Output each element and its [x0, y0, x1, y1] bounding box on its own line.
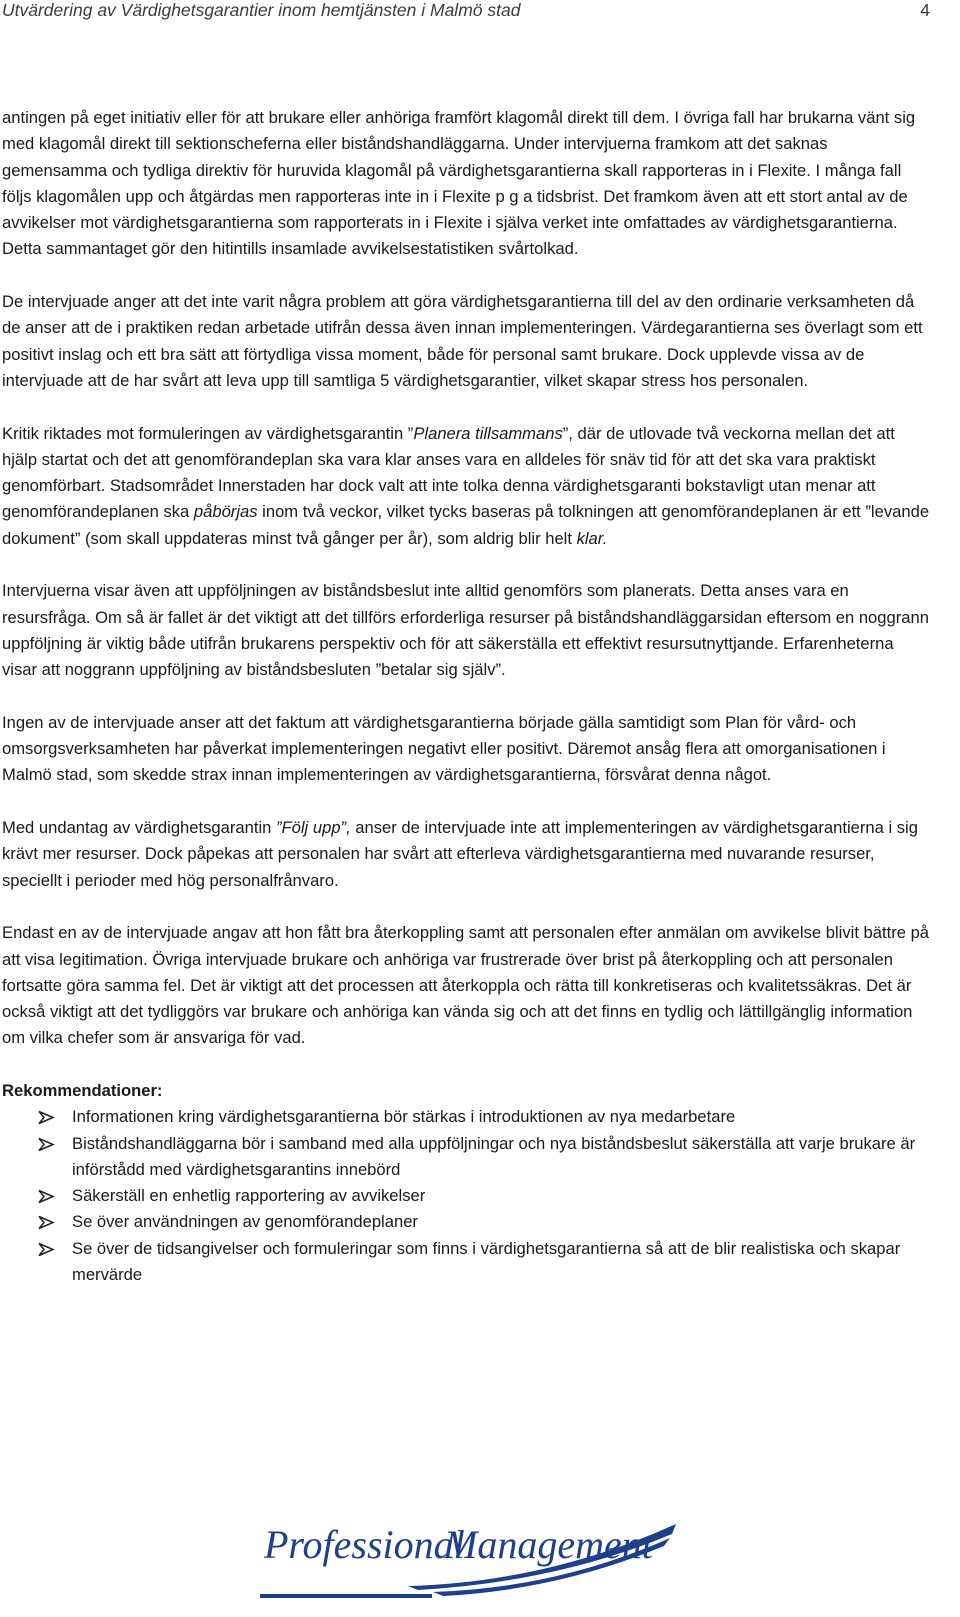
- page-header: [2, 0, 930, 26]
- recommendations-list: [2, 1104, 930, 1288]
- list-item: [2, 1236, 930, 1289]
- list-item-text: Biståndshandläggarna bör i samband med alla uppföljningar och nya biståndsbeslut säkerställa att varje brukare är införstådd med värdighetsgarantins innebörd: [72, 1133, 916, 1179]
- emphasis-text: ”Följ upp”,: [275, 818, 351, 838]
- page-number: 4: [920, 0, 930, 20]
- paragraph-complaints: antingen på eget initiativ eller för att brukare eller anhöriga framfört klagomål direkt till dem. I övriga fall har brukarna vänt sig med klagomål direkt till sektionscheferna eller biståndshandläggarna. Under intervjuerna framkom att det saknas gemensamma och tydliga direktiv för huruvida klagomål på värdighetsgarantierna skall rapporteras in i Flexite. I många fall följs klagomålen upp och åtgärdas men rapporteras inte in i Flexite p g a tidsbrist. Det framkom även att ett stort antal av de avvikelser mot värdighetsgarantierna som rapporterats in i Flexite i själva verket inte omfattades av värdighetsgarantierna. Detta sammantaget gör den hitintills insamlade avvikelsestatistiken svårtolkad.: [2, 108, 916, 259]
- emphasis-text: klar.: [576, 528, 608, 548]
- list-item-text: Se över de tidsangivelser och formuleringar som finns i värdighetsgarantierna så att de blir realistiska och skapar mervärde: [72, 1238, 901, 1285]
- arrow-bullet-icon: [38, 1242, 55, 1257]
- paragraph-resources: [2, 815, 930, 894]
- recommendations-heading: Rekommendationer:: [2, 1080, 163, 1100]
- list-item: [2, 1209, 930, 1235]
- list-item-text: Säkerställ en enhetlig rapportering av avvikelser: [72, 1186, 426, 1206]
- arrow-bullet-icon: [38, 1137, 55, 1152]
- logo-word-professional: Professional: [264, 1522, 465, 1567]
- logo-word-management: Management: [444, 1522, 653, 1567]
- paragraph-implementation: De intervjuade anger att det inte varit några problem att göra värdighetsgarantierna till del av den ordinarie verksamheten då de anser att de i praktiken redan arbetade utifrån dessa även innan implementeringen. Värdegarantierna ses överlagt som ett positivt inslag och ett bra sätt att förtydliga vissa moment, både för personal samt brukare. Dock upplevde vissa av de intervjuade att de har svårt att leva upp till samtliga 5 värdighetsgarantier, vilket skapar stress hos personalen.: [2, 292, 923, 390]
- paragraph-feedback: Endast en av de intervjuade angav att hon fått bra återkoppling samt att personalen efter anmälan om avvikelse blivit bättre på att visa legitimation. Övriga intervjuade brukare och anhöriga var frustrerade över brist på återkoppling och att personalen fortsatte göra samma fel. Det är viktigt att det processen att återkoppla och rätta till konkretiseras och kvalitetssäkras. Det är också viktigt att det tydliggörs var brukare och anhöriga kan vända sig och att det finns en tydlig och lättillgänglig information om vilka chefer som är ansvariga för vad.: [2, 923, 930, 1048]
- emphasis-text: påbörjas: [193, 502, 258, 522]
- list-item: [2, 1183, 930, 1209]
- professional-management-logo: [258, 1508, 678, 1598]
- list-item: [2, 1131, 930, 1184]
- paragraph-text: Med undantag av värdighetsgarantin: [2, 818, 276, 838]
- document-title: Utvärdering av Värdighetsgarantier inom hemtjänsten i Malmö stad: [2, 0, 521, 20]
- list-item-text: Informationen kring värdighetsgarantierna bör stärkas i introduktionen av nya medarbetare: [72, 1107, 736, 1127]
- paragraph-plan: Ingen av de intervjuade anser att det faktum att värdighetsgarantierna började gälla samtidigt som Plan för vård- och omsorgsverksamheten har påverkat implementeringen negativt eller positivt. Däremot ansåg flera att omorganisationen i Malmö stad, som skedde strax innan implementeringen av värdighetsgarantierna, försvårat denna något.: [2, 712, 886, 785]
- document-body: [2, 105, 930, 1288]
- paragraph-text: ”, där de utlovade två veckorna mellan det att hjälp startat och det att genomförandeplan ska vara klar anses vara en alldeles för snäv tid för att det ska vara praktiskt genomförbart. Stadsområdet Innerstaden har dock valt att inte tolka denna värdighetsgaranti bokstavligt utan menar att genomförandeplanen ska: [2, 423, 895, 522]
- arrow-bullet-icon: [38, 1215, 55, 1230]
- list-item: [2, 1104, 930, 1130]
- paragraph-text: Kritik riktades mot formuleringen av värdighetsgarantin ”: [2, 423, 414, 443]
- paragraph-criticism: [2, 421, 930, 552]
- arrow-bullet-icon: [38, 1189, 55, 1204]
- paragraph-followup: Intervjuerna visar även att uppföljningen av biståndsbeslut inte alltid genomförs som planerats. Detta anses vara en resursfråga. Om så är fallet är det viktigt att det tillförs erforderliga resurser på biståndshandläggarsidan eftersom en noggrann uppföljning är viktig både utifrån brukarens perspektiv och för att säkerställa ett effektivt resursutnyttjande. Erfarenheterna visar att noggrann uppföljning av biståndsbesluten ”betalar sig själv”.: [2, 581, 929, 680]
- emphasis-text: Planera tillsammans: [413, 423, 563, 443]
- paragraph-text: inom två veckor, vilket tycks baseras på tolkningen att genomförandeplanen är ett ”levande dokument” (som skall uppdateras minst två gånger per år), som aldrig blir helt: [2, 502, 930, 548]
- arrow-bullet-icon: [38, 1110, 55, 1125]
- list-item-text: Se över användningen av genomförandeplaner: [72, 1212, 418, 1232]
- paragraph-text: anser de intervjuade inte att implementeringen av värdighetsgarantierna i sig krävt mer resurser. Dock påpekas att personalen har svårt att efterleva värdighetsgarantierna med nuvarande resurser, speciellt i perioder med hög personalfrånvaro.: [2, 818, 918, 890]
